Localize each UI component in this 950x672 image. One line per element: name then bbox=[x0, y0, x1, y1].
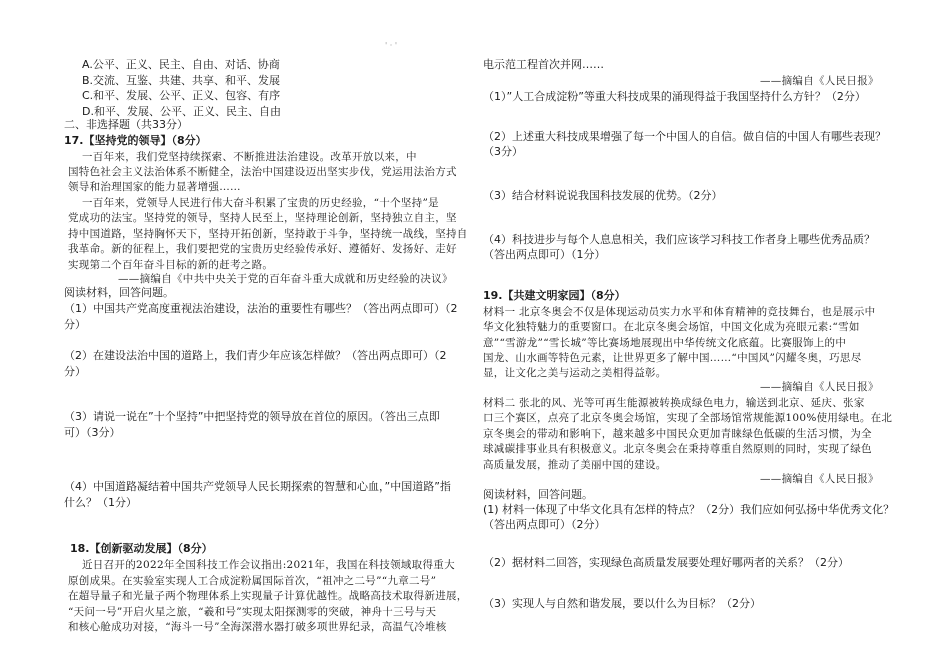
question-19-title: 19.【共建文明家园】（8分） bbox=[483, 289, 626, 302]
q19-material2-source: ——摘编自《人民日报》 bbox=[760, 473, 879, 485]
page-mark: ' · ' bbox=[385, 41, 398, 50]
question-17-title: 17.【坚持党的领导】（8分） bbox=[64, 134, 207, 147]
q17-material-line: 持中国道路，坚持胸怀天下，坚持开拓创新，坚持敢于斗争，坚持统一战线，坚持自 bbox=[68, 228, 468, 240]
q19-material1-line: 意”“雪游龙”“雪长城”等比赛场地展现出中华传统文化底蕴。比赛服饰上的中 bbox=[483, 337, 847, 349]
q17-sub2-cont: 分） bbox=[64, 365, 86, 378]
q17-sub1-cont: 分） bbox=[64, 318, 86, 331]
q18-material-line: “天问一号”开启火星之旅，“羲和号”实现太阳探测零的突破，神舟十三号与天 bbox=[68, 606, 437, 618]
option-b: B.交流、互鉴、共建、共享、和平、发展 bbox=[82, 74, 281, 87]
q17-sub1: （1）中国共产党高度重视法治建设，法治的重要性有哪些？（答出两点即可）（2 bbox=[64, 302, 458, 315]
section-heading: 二、非选择题（共33分） bbox=[64, 118, 188, 131]
q18-material-line: 在超导量子和光量子两个物理体系上实现量子计算优越性。战略高技术取得新进展， bbox=[68, 590, 468, 602]
question-18-title: 18.【创新驱动发展】（8分） bbox=[70, 542, 213, 555]
q19-sub1: (1) 材料一体现了中华文化具有怎样的特点？（2分）我们应如何弘扬中华优秀文化？ bbox=[483, 503, 895, 516]
option-a: A.公平、正义、民主、自由、对话、协商 bbox=[82, 58, 280, 71]
q19-sub3: （3）实现人与自然和谐发展，要以什么为目标？（2分） bbox=[483, 597, 761, 610]
q17-sub2: （2）在建设法治中国的道路上，我们青少年应该怎样做？（答出两点即可）（2 bbox=[64, 349, 447, 362]
q19-instruction: 阅读材料，回答问题。 bbox=[483, 488, 593, 501]
option-c: C.和平、发展、公平、正义、包容、有序 bbox=[82, 89, 281, 102]
q17-instruction: 阅读材料，回答问题。 bbox=[64, 286, 174, 299]
q18-sub4: （4）科技进步与每个人息息相关，我们应该学习科技工作者身上哪些优秀品质？ bbox=[483, 233, 875, 246]
q18-sub2: （2）上述重大科技成果增强了每一个中国人的自信。做自信的中国人有哪些表现？ bbox=[483, 130, 886, 143]
q17-material-line: 一百年来，党领导人民进行伟大奋斗积累了宝贵的历史经验，“十个坚持”是 bbox=[82, 197, 439, 209]
q17-source: ——摘编自《中共中央关于党的百年奋斗重大成就和历史经验的决议》 bbox=[118, 273, 453, 285]
q18-material-line: 近日召开的2022年全国科技工作会议指出:2021年，我国在科技领域取得重大 bbox=[82, 559, 455, 571]
q17-material-line: 国特色社会主义法治体系不断健全，法治中国建设迈出坚实步伐，党运用法治方式 bbox=[68, 166, 457, 178]
q19-sub2: （2）据材料二回答，实现绿色高质量发展要处理好哪两者的关系？（2分） bbox=[483, 556, 849, 569]
option-d: D.和平、发展、公平、正义、民主、自由 bbox=[82, 105, 281, 118]
q17-material-line: 实现第二个百年奋斗目标的新的赶考之路。 bbox=[68, 259, 274, 271]
q18-sub1: （1）”人工合成淀粉”等重大科技成果的涌现得益于我国坚持什么方针？（2分） bbox=[483, 90, 866, 103]
q19-material2-line: 京冬奥会的带动和影响下，越来越多中国民众更加青睐绿色低碳的生活习惯，为全 bbox=[483, 428, 872, 440]
q17-sub4-cont: 什么？（1分） bbox=[64, 496, 137, 509]
q18-material-line: 和核心舱成功对接，“海斗一号”全海深潜水器打破多项世界纪录，高温气冷堆核 bbox=[68, 621, 447, 633]
q19-sub1-cont: （答出两点即可）（2分） bbox=[483, 518, 606, 531]
q19-material1-line: 华文化独特魅力的重要窗口。在北京冬奥会场馆，中国文化成为亮眼元素:“雪如 bbox=[483, 321, 860, 333]
q19-material2-line: 材料二 张北的风、光等可再生能源被转换成绿色电力，输送到北京、延庆、张家 bbox=[483, 397, 865, 409]
q17-material-line: 党成功的法宝。坚持党的领导，坚持人民至上，坚持理论创新，坚持独立自主，坚 bbox=[68, 212, 457, 224]
q19-material1-line: 材料一 北京冬奥会不仅是体现运动员实力水平和体育精神的竞技舞台，也是展示中 bbox=[483, 306, 876, 318]
q17-sub3-cont: 可）（3分） bbox=[64, 426, 121, 439]
q19-material1-source: ——摘编自《人民日报》 bbox=[760, 381, 879, 393]
q18-material-continued: 电示范工程首次并网…… bbox=[483, 58, 604, 71]
q19-material1-line: 显，让文化之美与运动之美相得益彰。 bbox=[483, 367, 667, 379]
q17-sub4: （4）中国道路凝结着中国共产党领导人民长期探索的智慧和心血，”中国道路”指 bbox=[64, 480, 451, 493]
q17-material-line: 一百年来，我们党坚持续探索、不断推进法治建设。改革开放以来，中 bbox=[82, 151, 417, 163]
q17-material-line: 领导和治理国家的能力显著增强…… bbox=[68, 181, 241, 193]
q19-material2-line: 口三个赛区，点亮了北京冬奥会场馆，实现了全部场馆常规能源100%使用绿电。在北 bbox=[483, 412, 893, 424]
q19-material2-line: 球减碳排事业具有积极意义。北京冬奥会在秉持尊重自然原则的同时，实现了绿色 bbox=[483, 443, 872, 455]
q17-material-line: 我革命。新的征程上，我们要把党的宝贵历史经验传承好、遵循好、发扬好、走好 bbox=[68, 243, 457, 255]
q17-sub3: （3）请说一说在”十个坚持”中把坚持党的领导放在首位的原因。（答出三点即 bbox=[64, 410, 440, 423]
q18-sub2-cont: （3分） bbox=[483, 145, 523, 158]
q18-source: ——摘编自《人民日报》 bbox=[760, 75, 879, 87]
q19-material1-line: 国龙、山水画等特色元素，让世界更多了解中国……“中国风”闪耀冬奥，巧思尽 bbox=[483, 352, 862, 364]
q18-sub3: （3）结合材料说说我国科技发展的优势。（2分） bbox=[483, 189, 723, 202]
q19-material2-line: 高质量发展，推动了美丽中国的建设。 bbox=[483, 459, 667, 471]
q18-sub4-cont: （答出两点即可）（1分） bbox=[483, 248, 606, 261]
q18-material-line: 原创成果。在实验室实现人工合成淀粉属国际首次，“祖冲之二号”“九章二号” bbox=[68, 575, 437, 587]
